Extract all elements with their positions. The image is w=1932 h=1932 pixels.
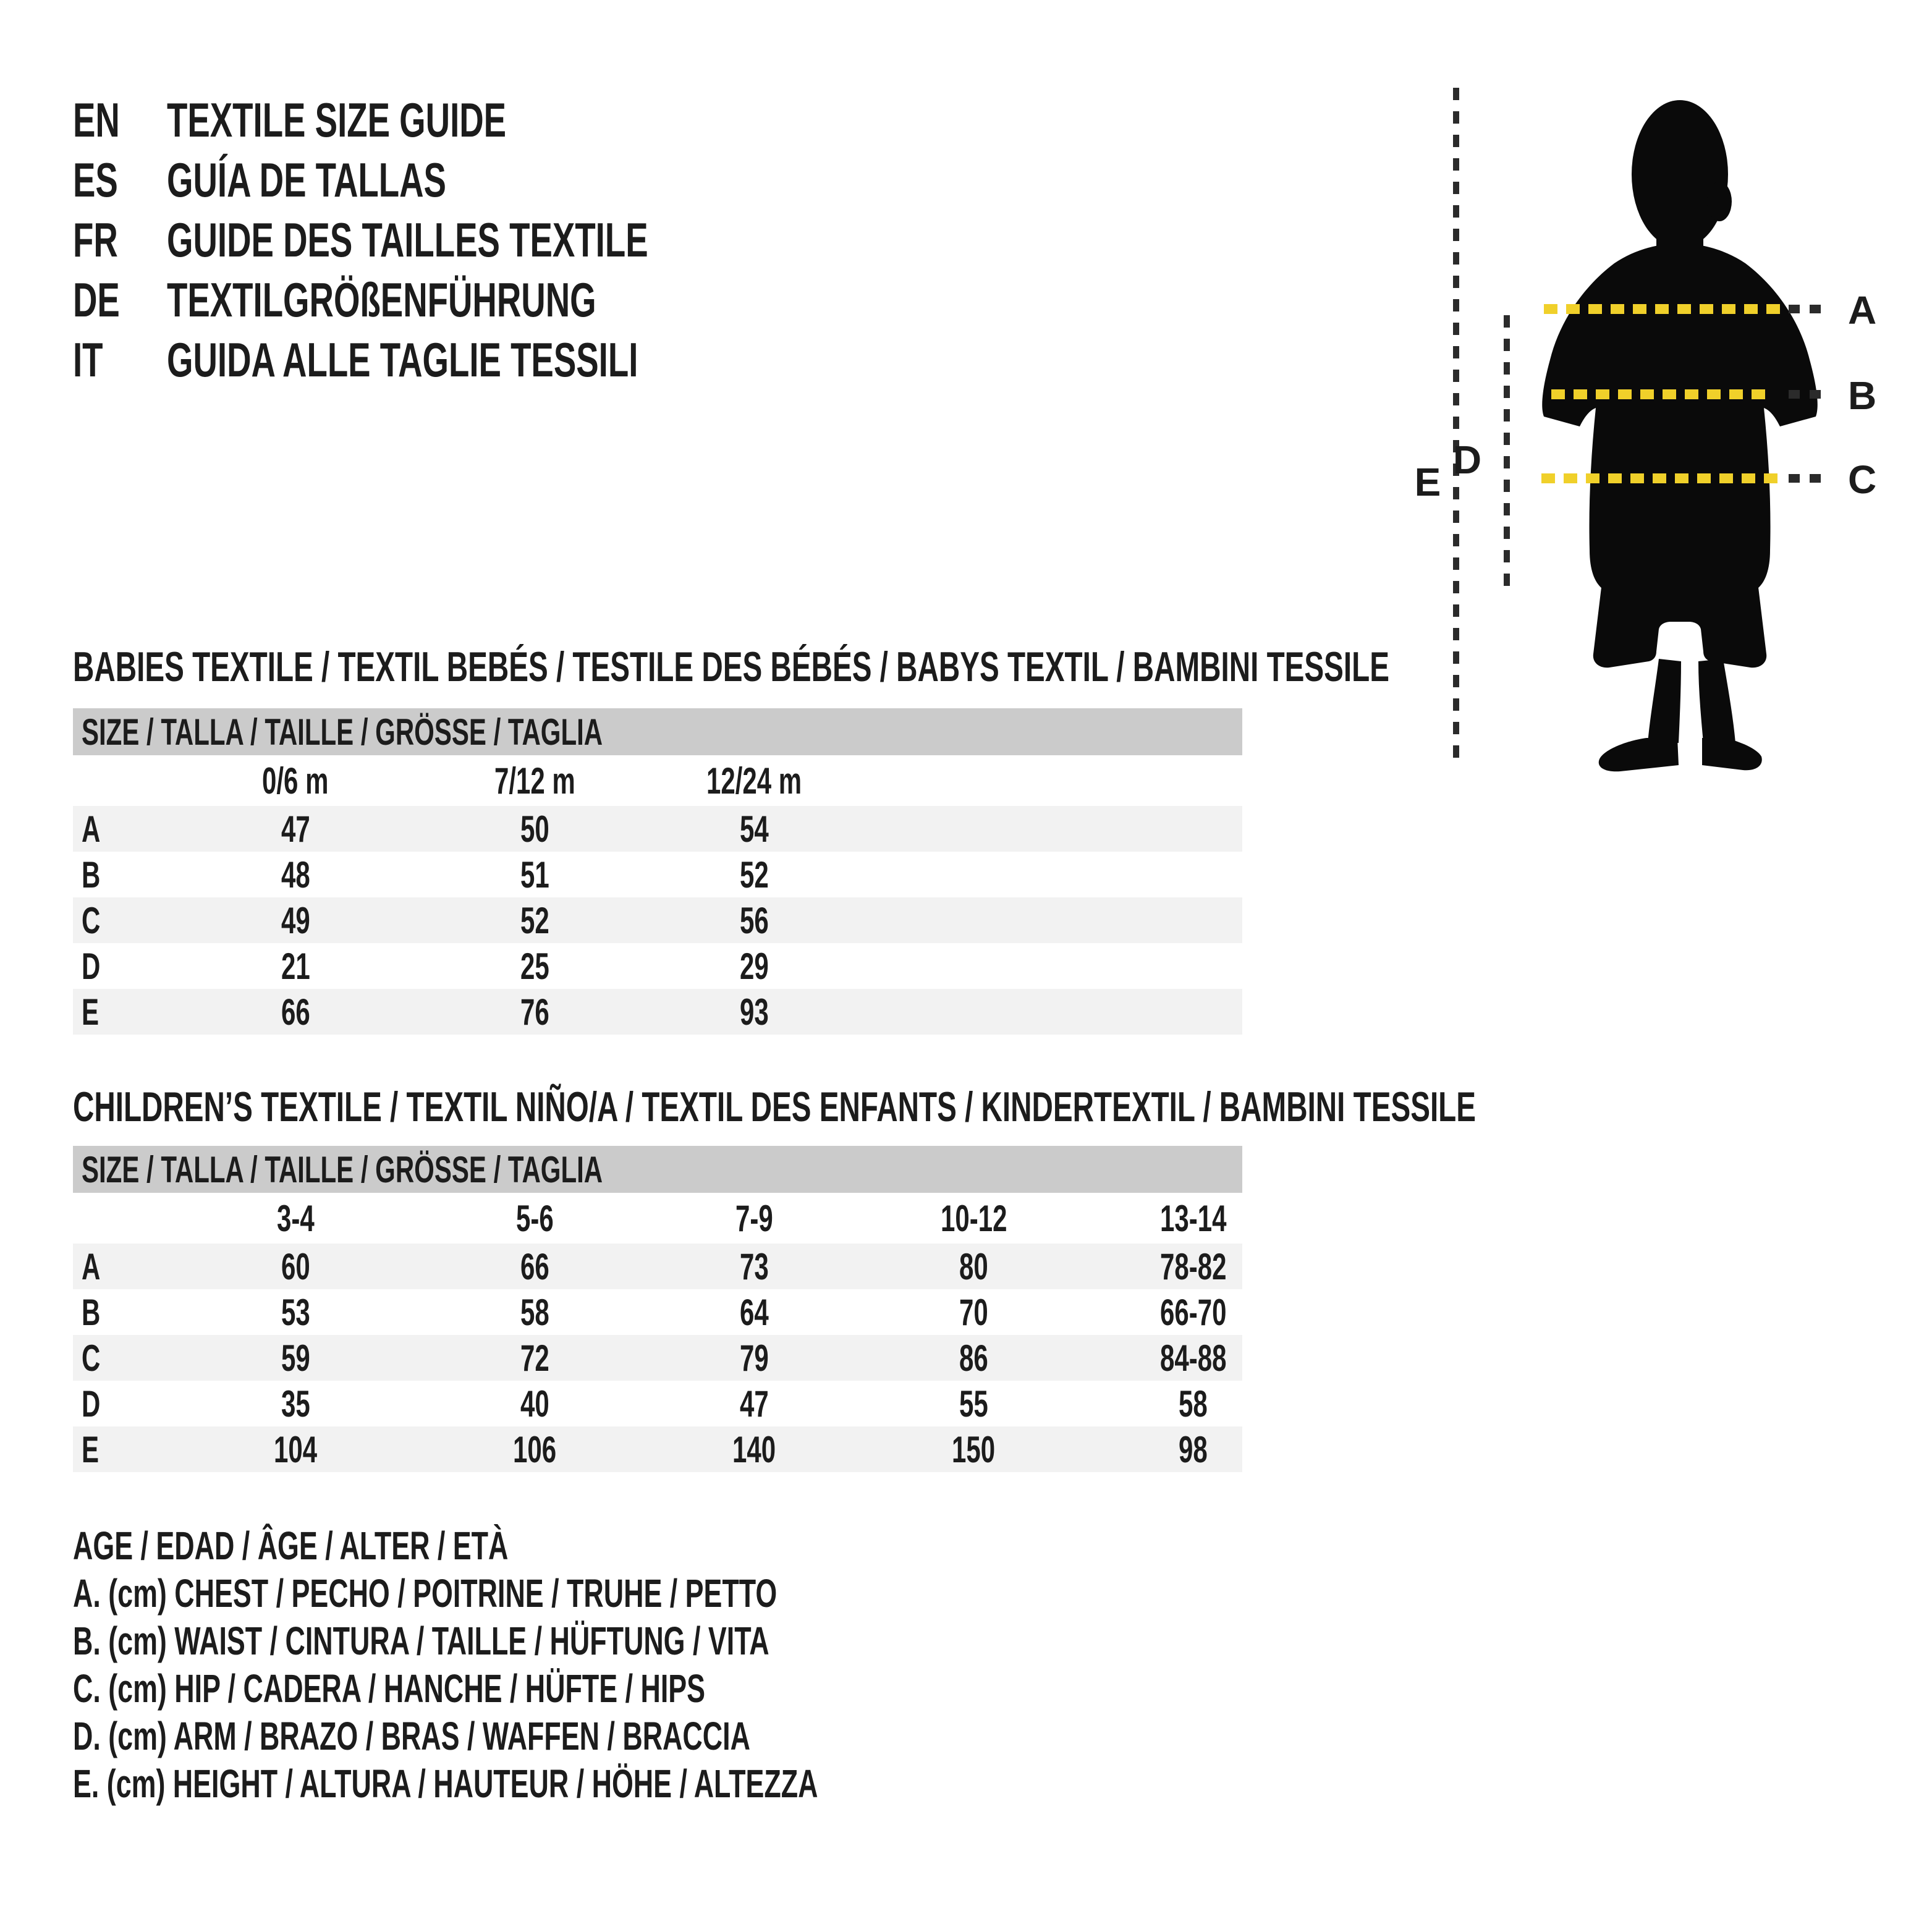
babies-column-header: 7/12 m <box>494 760 575 802</box>
table-cell: 56 <box>740 899 769 941</box>
table-cell: 76 <box>520 991 549 1033</box>
children-size-table <box>73 1146 1242 1472</box>
table-cell: 66 <box>520 1245 549 1287</box>
table-cell: 58 <box>520 1291 549 1333</box>
babies-heading-text: BABIES TEXTILE / TEXTIL BEBÉS / TESTILE DES BÉBÉS / BABYS TEXTIL / BAMBINI TESSILE <box>73 643 1389 690</box>
children-column-header-row <box>73 1193 1242 1244</box>
babies-size-table <box>73 708 1242 1035</box>
table-cell: 106 <box>513 1428 557 1470</box>
language-code: ES <box>73 153 118 207</box>
language-row-it <box>73 330 854 390</box>
table-row <box>73 852 1242 897</box>
row-label: A <box>82 808 101 850</box>
table-cell: 53 <box>281 1291 310 1333</box>
language-title: GUIDA ALLE TAGLIE TESSILI <box>167 333 638 387</box>
legend-line-age: AGE / EDAD / ÂGE / ALTER / ETÀ <box>73 1523 509 1568</box>
children-column-header: 5-6 <box>516 1197 554 1239</box>
language-code: DE <box>73 273 120 327</box>
row-label: B <box>82 1291 101 1333</box>
table-cell: 72 <box>520 1337 549 1379</box>
language-title: TEXTILGRÖßENFÜHRUNG <box>167 273 596 327</box>
table-row <box>73 1426 1242 1472</box>
table-cell: 70 <box>959 1291 988 1333</box>
silhouette-left-shoe <box>1599 738 1679 771</box>
silhouette-face <box>1707 182 1732 221</box>
language-title: TEXTILE SIZE GUIDE <box>167 93 507 147</box>
row-label: C <box>82 899 101 941</box>
diagram-label-b: B <box>1848 373 1877 418</box>
language-code: FR <box>73 213 118 267</box>
language-row-fr <box>73 210 854 270</box>
table-cell: 25 <box>520 945 549 987</box>
language-code: IT <box>73 333 103 387</box>
table-cell: 21 <box>281 945 310 987</box>
table-row <box>73 897 1242 943</box>
row-label: A <box>82 1245 101 1287</box>
row-label: E <box>82 991 100 1033</box>
babies-column-header: 12/24 m <box>706 760 802 802</box>
babies-table-rows <box>73 806 1242 1035</box>
children-size-header-text: SIZE / TALLA / TAILLE / GRÖSSE / TAGLIA <box>82 1148 603 1190</box>
table-row <box>73 989 1242 1035</box>
table-cell: 84-88 <box>1159 1337 1227 1379</box>
table-cell: 104 <box>273 1428 318 1470</box>
children-section-heading <box>73 1083 1932 1131</box>
row-label: D <box>82 1383 101 1425</box>
diagram-label-a: A <box>1848 288 1877 333</box>
silhouette-right-shoe <box>1702 738 1762 770</box>
table-cell: 79 <box>740 1337 769 1379</box>
legend-line-arm: D. (cm) ARM / BRAZO / BRAS / WAFFEN / BRACCIA <box>73 1713 750 1758</box>
language-row-es <box>73 150 854 210</box>
table-cell: 47 <box>740 1383 769 1425</box>
language-row-en <box>73 90 854 150</box>
table-row <box>73 1244 1242 1289</box>
silhouette-shirt <box>1542 244 1818 588</box>
table-cell: 52 <box>740 854 769 896</box>
table-cell: 66-70 <box>1159 1291 1227 1333</box>
legend-line-hip: C. (cm) HIP / CADERA / HANCHE / HÜFTE / HIPS <box>73 1666 706 1711</box>
table-cell: 140 <box>732 1428 776 1470</box>
legend-line-waist: B. (cm) WAIST / CINTURA / TAILLE / HÜFTUNG / VITA <box>73 1618 769 1663</box>
table-cell: 58 <box>1179 1383 1208 1425</box>
table-cell: 49 <box>281 899 310 941</box>
table-cell: 60 <box>281 1245 310 1287</box>
children-column-header: 10-12 <box>940 1197 1007 1239</box>
legend-line-chest: A. (cm) CHEST / PECHO / POITRINE / TRUHE / PETTO <box>73 1570 777 1616</box>
table-cell: 35 <box>281 1383 310 1425</box>
children-table-rows <box>73 1244 1242 1472</box>
measurement-legend <box>73 1522 1137 1807</box>
table-cell: 29 <box>740 945 769 987</box>
babies-section-heading <box>73 643 1932 691</box>
language-title: GUIDE DES TAILLES TEXTILE <box>167 213 648 267</box>
babies-column-header-row <box>73 755 1242 806</box>
table-cell: 52 <box>520 899 549 941</box>
table-row <box>73 1289 1242 1335</box>
row-label: E <box>82 1428 100 1470</box>
babies-column-header: 0/6 m <box>262 760 329 802</box>
row-label: B <box>82 854 101 896</box>
table-cell: 48 <box>281 854 310 896</box>
table-cell: 93 <box>740 991 769 1033</box>
table-row <box>73 943 1242 989</box>
children-column-header: 3-4 <box>276 1197 315 1239</box>
children-column-header: 13-14 <box>1159 1197 1227 1239</box>
table-row <box>73 1335 1242 1381</box>
table-cell: 86 <box>959 1337 988 1379</box>
language-title: GUÍA DE TALLAS <box>167 153 446 207</box>
table-cell: 50 <box>520 808 549 850</box>
table-cell: 98 <box>1179 1428 1208 1470</box>
table-cell: 40 <box>520 1383 549 1425</box>
diagram-label-c: C <box>1848 457 1877 502</box>
table-cell: 73 <box>740 1245 769 1287</box>
babies-size-header-bar <box>73 708 1242 755</box>
children-size-header-bar <box>73 1146 1242 1193</box>
language-row-de <box>73 270 854 330</box>
table-cell: 54 <box>740 808 769 850</box>
table-cell: 51 <box>520 854 549 896</box>
table-cell: 47 <box>281 808 310 850</box>
row-label: C <box>82 1337 101 1379</box>
babies-size-header-text: SIZE / TALLA / TAILLE / GRÖSSE / TAGLIA <box>82 711 603 753</box>
table-cell: 66 <box>281 991 310 1033</box>
table-row <box>73 1381 1242 1426</box>
children-column-header: 7-9 <box>735 1197 773 1239</box>
language-code: EN <box>73 93 120 147</box>
diagram-label-d: D <box>1452 438 1482 482</box>
table-cell: 64 <box>740 1291 769 1333</box>
table-cell: 80 <box>959 1245 988 1287</box>
table-cell: 78-82 <box>1159 1245 1227 1287</box>
table-cell: 150 <box>952 1428 996 1470</box>
table-cell: 55 <box>959 1383 988 1425</box>
children-heading-text: CHILDREN’S TEXTILE / TEXTIL NIÑO/A / TEXTIL DES ENFANTS / KINDERTEXTIL / BAMBINI TESSILE <box>73 1083 1477 1130</box>
legend-line-height: E. (cm) HEIGHT / ALTURA / HAUTEUR / HÖHE / ALTEZZA <box>73 1761 818 1806</box>
diagram-label-e: E <box>1414 460 1441 504</box>
row-label: D <box>82 945 101 987</box>
table-row <box>73 806 1242 852</box>
table-cell: 59 <box>281 1337 310 1379</box>
language-list <box>73 90 854 390</box>
